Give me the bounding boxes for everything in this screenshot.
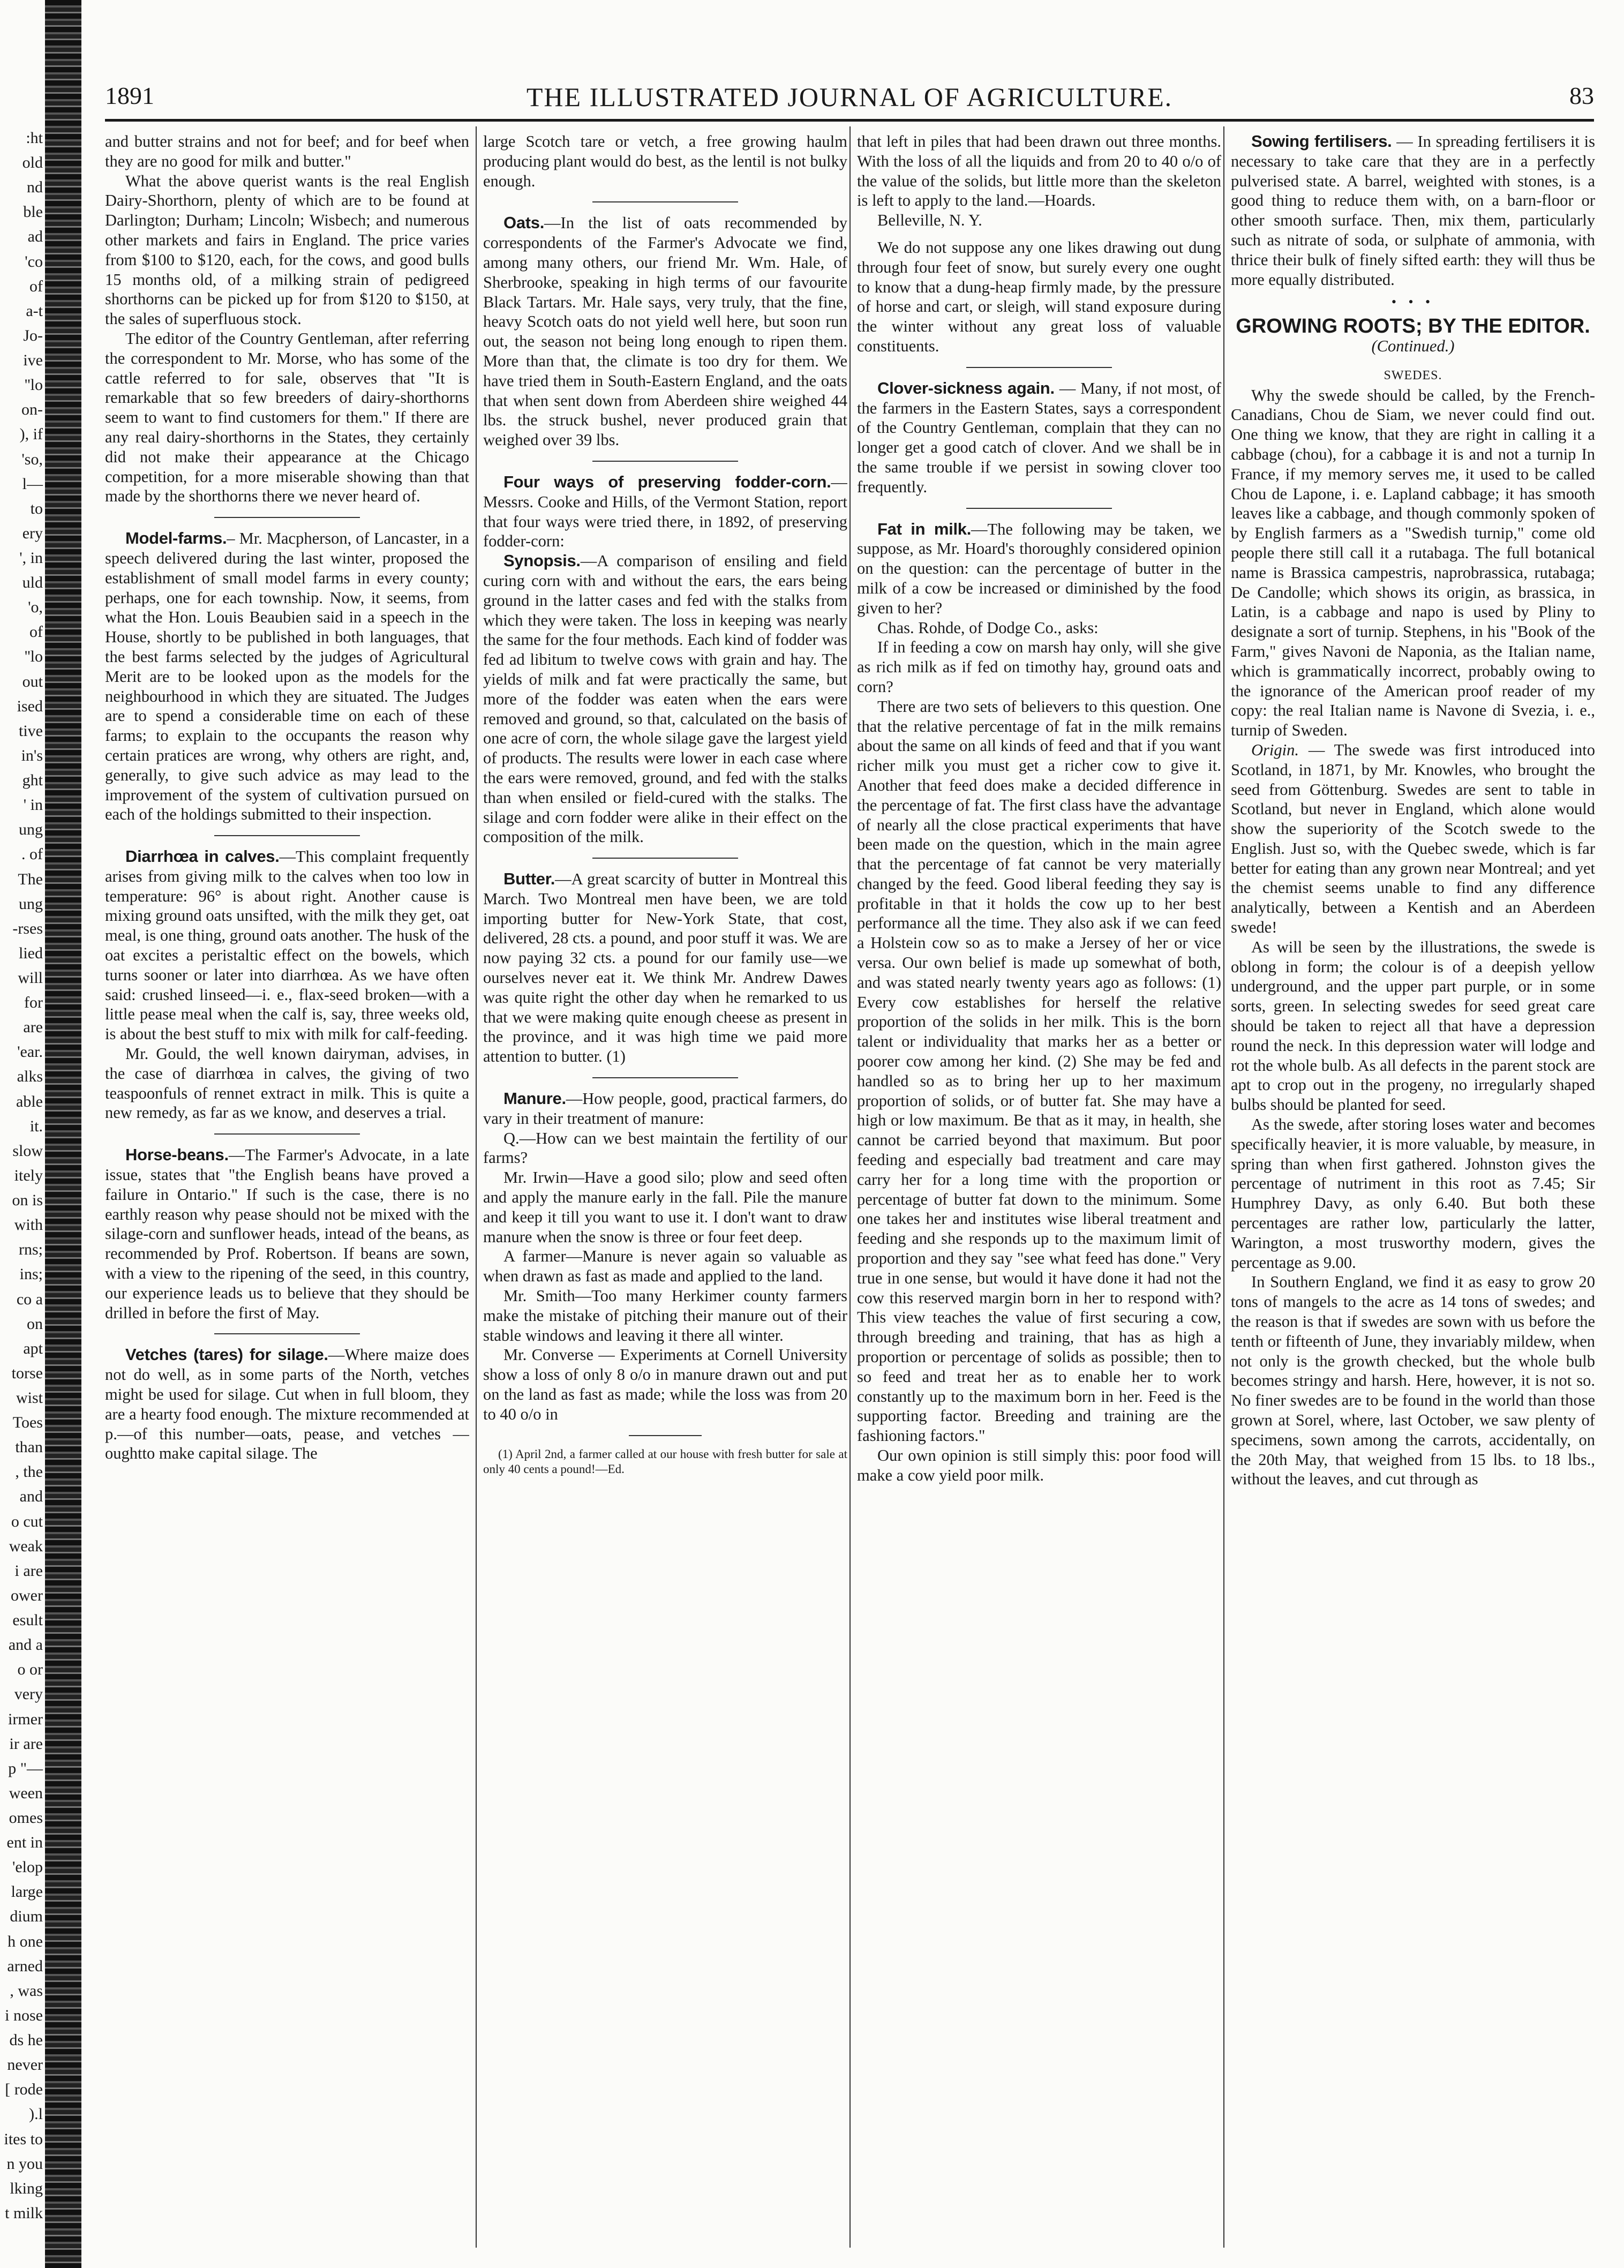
gutter-fragment: old <box>22 154 43 171</box>
paragraph: There are two sets of believers to this question. One that the relative percentage of fat in the milk remains about the same on all kinds of feed and that if you want richer milk you must get a richer cow to give it. Another that feed does make a decided difference in the percentage of fat. The first class have the advantage of nearly all the close practical experiments that have been made on the question, which in the main agree that the percentage of fat cannot be very materially changed by the feed. Good liberal feeding they say is profitable in that it holds the cow up to her best performance all the time. They also ask if we can feed a Holstein cow so as to make a Jersey of her or vice versa. Our own belief is made up somewhat of both, and was stated nearly twenty years ago as follows: (1) Every cow establishes for herself the relative proportion of the solids in her milk. This is the born talent or individuality that marks her as a better or poorer cow among her kind. (2) She may be fed and handled so as to bring her up to her maximum proportion of solids, or of butter fat. She may have a high or low maximum. Be that as it may, in health, she cannot be carried beyond that maximum. But poor feeding and especially bad treatment and care may carry her for a long time with the proportion or percentage of butter fat down to the minimum. Some one takes her and institutes wise liberal treatment and feeding and she responds up to the maximum limit of proportion and they say "see what feed has done." Very true in one sense, but would it have done it had not the cow this reserved margin born in her to respond with? This view teaches the value of first securing a cow, through breeding and training, that has as high a proportion or percentage of solids as possible; then to so feed and treat her as to enable her to work constantly up to the maximum born in her. Feed is the supporting factor. Breeding and training are the fashioning factors." <box>857 697 1221 1445</box>
gutter-fragment: arned <box>7 1957 43 1975</box>
page-header <box>105 81 1594 116</box>
separator-rule <box>592 461 738 462</box>
gutter-fragment: on <box>27 1315 43 1333</box>
section-subtitle: (Continued.) <box>1371 336 1455 355</box>
article-body: – Mr. Macpherson, of Lancaster, in a speech delivered during the last winter, proposed the establishment of small model farms in every county; perhaps, one for each township. Now, it seems, from what the Hon. Louis Beaubien said in a speech in the House, shortly to be published in both languages, that the best farms selected by the judges of Agricultural Merit are to be looked upon as the models for the neighbourhood in which they are situated. The Judges are to spend a considerable time on each of these farms; to explain to the occupants the reason why certain pratices are wrong, why others are right, and, generally, to give such advice as may lead to the improvement of the system of cultivation pursued on each of the holdings submitted to their inspection. <box>105 529 469 824</box>
subsection-title: SWEDES. <box>1384 368 1442 382</box>
article-heading: Synopsis. <box>503 551 581 570</box>
gutter-fragment: are <box>23 1018 43 1036</box>
gutter-fragment: large <box>11 1883 43 1901</box>
paragraph: Our own opinion is still simply this: poor food will make a cow yield poor milk. <box>857 1446 1221 1484</box>
paragraph: Q.—How can we best maintain the fertility of our farms? <box>483 1129 847 1167</box>
column-divider <box>1223 126 1224 2248</box>
article-body: —The following may be taken, we suppose, as Mr. Hoard's thoroughly considered opinion on the question: can the percentage of butter in the milk of a cow be increased or diminished by the food given to her? <box>857 520 1221 617</box>
gutter-fragment: very <box>14 1685 43 1703</box>
paragraph: A farmer—Manure is never again so valuable as when drawn as fast as made and applied to the land. <box>483 1247 847 1286</box>
gutter-fragment: co a <box>16 1290 43 1308</box>
binding-edge <box>45 0 81 2268</box>
gutter-fragment: nd <box>27 178 43 196</box>
article-oats <box>483 213 847 450</box>
paragraph: large Scotch tare or vetch, a free growing haulm producing plant would do best, as the lentil is not bulky enough. <box>483 132 847 190</box>
gutter-fragment: ent in <box>6 1834 43 1851</box>
gutter-fragment: 'co <box>25 253 43 271</box>
gutter-fragment: than <box>15 1438 43 1456</box>
article-vetches <box>105 1345 469 1463</box>
gutter-fragment: t milk <box>5 2204 43 2222</box>
article-heading: Vetches (tares) for silage. <box>125 1345 328 1364</box>
section-title: GROWING ROOTS; BY THE EDITOR. <box>1236 315 1590 338</box>
article-body: —How people, good, practical farmers, do vary in their treatment of manure: <box>483 1090 847 1128</box>
article-body: —A comparison of ensiling and field curing corn with and without the ears, the ears being ground in the latter cases and fed with the stalks from which they were taken. The loss in keeping was nearly the same for the four methods. Each kind of fodder was fed ad libitum to twelve cows with grain and hay. The yields of milk and fat were practically the same, but more of the fodder was eaten when the ears were removed and ground, so that, calculated on the basis of one acre of corn, the whole silage gave the largest yield of products. The results were lower in each case where the ears were removed, ground, and fed with the stalks than when ensiled or field-cured with the stalks. The silage and corn fodder were alike in their effect on the composition of the milk. <box>483 552 847 846</box>
article-heading: Butter. <box>503 869 555 889</box>
gutter-fragment: rns; <box>19 1241 43 1258</box>
footnote: (1) April 2nd, a farmer called at our house with fresh butter for sale at only 40 cents a pound!—Ed. <box>483 1447 847 1476</box>
paragraph: Why the swede should be called, by the French-Canadians, Chou de Siam, we never could find out. One thing we know, that they are right in calling it a cabbage (chou), for a cabbage it is and not a turnip In France, if my memory serves me, it used to be called Chou de Lapone, i. e. Lapland cabbage; it has smooth leaves like a cabbage, and though commonly spoken of by English farmers as a "Swedish turnip," come old people there still call it a rutabaga. The full botanical name is Brassica campestris, naprobrassica, rutabaga; De Candolle; which shows its origin, as brassica, in Latin, is a cabbage and napo is used by Pliny to designate a sort of turnip. Stephens, in his "Book of the Farm," gives Navoni de Naponia, as the Italian name, which is grammatically incorrect, probably owing to the ignorance of the American proof reader of my copy: the real Italian name is Navone di Svezia, i. e., turnip of Sweden. <box>1231 386 1595 740</box>
gutter-fragment: ive <box>23 351 43 369</box>
article-diarrhoea <box>105 847 469 1044</box>
article-heading: Clover-sickness again. <box>877 378 1055 397</box>
gutter-fragment: i are <box>14 1562 43 1580</box>
left-gutter <box>0 0 91 2268</box>
gutter-fragment: ds he <box>9 2031 43 2049</box>
separator-rule <box>214 835 360 836</box>
separator-rule <box>214 1133 360 1135</box>
gutter-fragment: tive <box>19 722 43 740</box>
gutter-fragment: i nose <box>5 2007 43 2024</box>
article-body: —This complaint frequently arises from giving milk to the calves when too low in temperature: 96° is about right. Another cause is mixing ground oats unsifted, with the milk they get, oat meal, is one thing, ground oats another. The husk of the oat excites a peristaltic effect on the bowels, which turns sooner or later into diarrhœa. As we have often said: crushed linseed—i. e., flax-seed broken—with a little pease meal when the calf is, say, three weeks old, is about the best stuff to mix with milk for calf-feeding. <box>105 847 469 1043</box>
gutter-fragment: for <box>24 994 43 1011</box>
gutter-fragment: ', in <box>19 549 43 567</box>
gutter-fragment: slow <box>12 1142 43 1160</box>
separator-rule <box>629 1435 702 1436</box>
gutter-fragment: ), if <box>19 425 43 443</box>
gutter-fragment: o cut <box>11 1513 43 1530</box>
article-heading: Horse-beans. <box>125 1145 229 1165</box>
gutter-fragment: [ rode <box>5 2081 43 2098</box>
separator-rule <box>592 858 738 859</box>
gutter-fragment: ower <box>11 1587 43 1604</box>
gutter-fragment: 'o, <box>28 598 43 616</box>
header-year: 1891 <box>105 82 154 109</box>
article-fodder-corn <box>483 472 847 551</box>
column-divider <box>849 126 851 2248</box>
gutter-fragment: ir are <box>9 1735 43 1753</box>
gutter-fragment: 'elop <box>12 1858 43 1876</box>
column-divider <box>476 126 477 2248</box>
article-synopsis <box>483 551 847 847</box>
gutter-fragment: with <box>14 1216 43 1234</box>
gutter-fragment: ery <box>22 524 43 542</box>
article-body: — The swede was first introduced into Scotland, in 1871, by Mr. Knowles, who brought the seed from Göttenburg. Swedes are sent to table in Scotland, but never in England, which alone would show the superiority of the Scotch swede to the English. Just so, with the Quebec swede, which is far better for eating than any grown near Montreal; and yet the chemist seems unable to find any difference analytically, between a Kentish and an Aberdeen swede! <box>1231 740 1595 937</box>
journal-title: THE ILLUSTRATED JOURNAL OF AGRICULTURE. <box>526 82 1173 112</box>
signature-line: Belleville, N. Y. <box>877 211 982 230</box>
article-butter <box>483 869 847 1067</box>
article-heading: Model-farms. <box>125 529 227 548</box>
article-body: —Where maize does not do well, as in some parts of the North, vetches might be used for silage. Cut when in full bloom, they are a hearty food enough. The mixture recommended at p.—of this number—oats, pease, and vetches —oughtto make capital silage. The <box>105 1346 469 1463</box>
gutter-fragment: Toes <box>12 1414 43 1431</box>
gutter-fragment: ).l <box>29 2105 43 2123</box>
gutter-fragment: ung <box>19 821 43 838</box>
article-body: —A great scarcity of butter in Montreal this March. Two Montreal men have been, we are told importing butter for New-York State, that cost, delivered, 28 cts. a pound, and poor stuff it was. We are now paying 32 cts. a pound for our family use—we ourselves never eat it. We think Mr. Andrew Dawes was quite right the other day when he remarked to us that we were making quite enough cheese as present in the province, and it was high time we paid more attention to butter. (1) <box>483 870 847 1066</box>
gutter-fragment: . of <box>21 845 43 863</box>
gutter-fragment: to <box>30 500 43 517</box>
gutter-fragment: n you <box>6 2155 43 2173</box>
gutter-fragment: will <box>18 969 43 987</box>
paragraph: What the above querist wants is the real English Dairy-Shorthorn, plenty of which are to be found at Darlington; Durham; Lincoln; Wisbech; and numerous other markets and fairs in England. The price varies from $100 to $120, each, for the cows, and good bulls 15 months old, of a milking strain of pedigreed shorthorns can be picked up for from $120 to $150, at the sales of superfluous stock. <box>105 171 469 328</box>
article-heading: Manure. <box>503 1089 566 1108</box>
separator-rule <box>214 517 360 518</box>
article-body: —The Farmer's Advocate, in a late issue, states that "the English beans have proved a failure in Ontario." If such is the case, there is no earthly reason why pease should not be mixed with the silage-corn and sunflower heads, intead of the beans, as recommended by Prof. Robertson. If beans are sown, with a view to the ripening of the seed, in this country, our experience leads us to believe that they should be drilled in before the first of May. <box>105 1146 469 1322</box>
article-clover <box>857 379 1221 497</box>
paragraph: Mr. Irwin—Have a good silo; plow and seed often and apply the manure early in the fall. Pile the manure and keep it till you want to use it. I don't want to draw manure when the snow is three or four feet deep. <box>483 1168 847 1246</box>
page-number: 83 <box>1569 82 1594 109</box>
article-heading: Fat in milk. <box>877 519 972 538</box>
article-heading: Four ways of preserving fodder-corn. <box>503 472 831 491</box>
gutter-fragment: :ht <box>26 129 43 147</box>
column-2 <box>483 132 847 2253</box>
article-body: —In the list of oats recommended by correspondents of the Farmer's Advocate we find, among many others, our friend Mr. Wm. Hale, of Sherbrooke, speaking in high terms of our favourite Black Tartars. Mr. Hale says, very truly, that the fine, heavy Scotch oats do not yield well here, but soon run out, the season not being long enough to ripen them. More than that, the climate is too dry for them. We have tried them in South-Eastern England, and the oats that when sent down from Aberdeen shire weighed 44 lbs. the struck bushel, never produced grain that weighed over 39 lbs. <box>483 214 847 449</box>
article-heading: Sowing fertilisers. <box>1251 132 1392 151</box>
article-horse-beans <box>105 1145 469 1323</box>
separator-rule <box>214 1333 360 1334</box>
paragraph: and butter strains and not for beef; and for beef when they are no good for milk and butter." <box>105 132 469 170</box>
article-body: —Messrs. Cooke and Hills, of the Vermont Station, report that four ways were tried there, in 1892, of preserving fodder-corn: <box>483 472 847 551</box>
gutter-fragment: on is <box>12 1191 43 1209</box>
gutter-fragment: wist <box>16 1389 43 1407</box>
gutter-fragment: in's <box>21 747 43 764</box>
separator-rule <box>592 201 738 202</box>
gutter-fragment: of <box>29 277 43 295</box>
gutter-fragment: uld <box>22 574 43 591</box>
gutter-fragment: and a <box>8 1636 43 1654</box>
article-fat-in-milk <box>857 520 1221 618</box>
gutter-fragment: weak <box>9 1537 43 1555</box>
gutter-fragment: alks <box>17 1068 43 1085</box>
paragraph: As will be seen by the illustrations, the swede is oblong in form; the colour is of a deepish yellow underground, and the upper part purple, or in some sorts, green. In selecting swedes for seed great care should be taken to reject all that have a depression round the neck. In this depression water will lodge and rot the whole bulb. As all defects in the parent stock are apt to crop out in the progeny, no irregularly shaped bulbs should be planted for seed. <box>1231 937 1595 1114</box>
separator-rule <box>966 508 1112 509</box>
gutter-fragment: , was <box>10 1982 43 2000</box>
article-manure <box>483 1089 847 1129</box>
gutter-fragment: , the <box>15 1463 43 1481</box>
article-heading: Diarrhœa in calves. <box>125 847 280 866</box>
gutter-fragment: ins; <box>19 1265 43 1283</box>
gutter-fragment: never <box>7 2056 43 2074</box>
gutter-fragment: The <box>18 870 43 888</box>
gutter-fragment: 'ear. <box>17 1043 43 1061</box>
gutter-fragment: on- <box>21 401 43 418</box>
column-1 <box>105 132 469 2253</box>
gutter-fragment: lied <box>19 944 43 962</box>
gutter-fragment: torse <box>11 1364 43 1382</box>
gutter-fragment: 'so, <box>21 450 43 468</box>
gutter-fragment: l— <box>22 475 43 493</box>
gutter-fragment: ble <box>23 203 43 221</box>
gutter-fragment: a-t <box>26 302 43 320</box>
gutter-fragment: ''lo <box>24 648 43 665</box>
gutter-fragment: irmer <box>8 1710 43 1728</box>
gutter-fragment: and <box>19 1488 43 1505</box>
gutter-fragment: able <box>16 1093 43 1110</box>
gutter-fragment: ad <box>27 228 43 245</box>
gutter-fragment: ' in <box>23 796 43 814</box>
gutter-fragment: apt <box>23 1340 43 1357</box>
gutter-fragment: ites to <box>4 2130 43 2148</box>
gutter-fragment: lking <box>10 2180 43 2197</box>
separator-rule <box>966 367 1112 368</box>
column-3 <box>857 132 1221 2253</box>
gutter-fragment: it. <box>29 1117 43 1135</box>
article-heading: Oats. <box>503 213 545 232</box>
gutter-fragment: itely <box>14 1167 43 1184</box>
header-rule <box>105 119 1594 122</box>
gutter-fragment: ght <box>22 771 43 789</box>
paragraph: In Southern England, we find it as easy to grow 20 tons of mangels to the acre as 14 tons of swedes; and the reason is that if swedes are sown with us before the tenth or fifteenth of June, they invariably mildew, when not only is the growth checked, but the whole bulb becomes stringy and harsh. Here, however, it is not so. No finer swedes are to be found in the world than those grown at Sorel, where, last October, we saw plenty of specimens, sown among the carrots, accidentally, on the 20th May, that weighed from 15 lbs. to 18 lbs., without the leaves, and cut through as <box>1231 1273 1595 1489</box>
paragraph: Mr. Gould, the well known dairyman, advises, in the case of diarrhœa in calves, the giving of two teaspoonfuls of rennet extract in milk. This is quite a new remedy, as far as we know, and deserves a trial. <box>105 1045 469 1122</box>
column-4 <box>1231 132 1595 2253</box>
gutter-fragment: dium <box>10 1907 43 1925</box>
gutter-fragment: esult <box>12 1611 43 1629</box>
paragraph: that left in piles that had been drawn out three months. With the loss of all the liquids and from 20 to 40 o/o of the value of the solids, but little more than the skeleton is left to apply to the land.—Hoards. <box>857 132 1221 210</box>
article-body: — In spreading fertilisers it is necessary to take care that they are in a perfectly pulverised state. A barrel, weighted with stones, is a good thing to reduce them with, on a barn-floor or other smooth surface. Then, mix them, particularly such as nitrate of soda, or sulphate of ammonia, with thrice their bulk of finely sifted earth: they will thus be more equally distributed. <box>1231 132 1595 289</box>
gutter-fragment: h one <box>7 1933 43 1950</box>
article-heading: Origin. <box>1251 740 1299 759</box>
gutter-fragment: ''lo <box>24 376 43 394</box>
article-model-farms <box>105 529 469 824</box>
paragraph: We do not suppose any one likes drawing out dung through four feet of snow, but surely every one ought to know that a dung-heap firmly made, by the pressure of horse and cart, or sleigh, will stand exposure during the winter without any great loss of valuable constituents. <box>857 238 1221 355</box>
gutter-fragment: ung <box>19 895 43 913</box>
gutter-fragment: -rses <box>12 920 43 937</box>
paragraph: Mr. Converse — Experiments at Cornell University show a loss of only 8 o/o in manure drawn out and put on the land as fast as made; while the loss was from 20 to 40 o/o in <box>483 1346 847 1423</box>
article-sowing-fertilisers <box>1231 132 1595 289</box>
gutter-fragment: o or <box>17 1661 43 1678</box>
separator-rule <box>592 1077 738 1078</box>
gutter-fragment: ween <box>9 1784 43 1802</box>
paragraph: If in feeding a cow on marsh hay only, will she give as rich milk as if fed on timothy hay, ground oats and corn? <box>857 638 1221 696</box>
gutter-fragment: p "— <box>8 1760 43 1777</box>
paragraph: The editor of the Country Gentleman, after referring the correspondent to Mr. Morse, who has some of the cattle referred to for sale, observes that "It is remarkable that so few breeders of dairy-shorthorns seem to want to find customers for them." If there are any real dairy-shorthorns in the States, they certainly did not make their appearance at the Chicago competition, for a more miserable showing than that made by the shorthorns there we never heard of. <box>105 329 469 506</box>
article-body: — Many, if not most, of the farmers in the Eastern States, says a correspondent of the Country Gentleman, complain that they can no longer get a good catch of clover. And we shall be in the same trouble if we persist in sowing clover too frequently. <box>857 379 1221 496</box>
gutter-fragment: omes <box>9 1809 43 1827</box>
gutter-fragment: ised <box>17 697 43 715</box>
paragraph: Chas. Rohde, of Dodge Co., asks: <box>877 618 1099 637</box>
gutter-fragment: of <box>29 623 43 641</box>
paragraph: As the swede, after storing loses water and becomes specifically heavier, it is more valuable, by measure, in spring than when first gathered. Johnston gives the percentage of nutriment in this root as 7.45; Sir Humphrey Davy, as only 6.40. But both these percentages are rather low, particularly the latter, Warington, a most trusworthy modern, gives the percentage as 9.00. <box>1231 1115 1595 1272</box>
gutter-fragment: Jo- <box>23 327 43 344</box>
article-origin <box>1231 740 1595 937</box>
ornament-divider: • • • <box>1391 294 1435 310</box>
paragraph: Mr. Smith—Too many Herkimer county farmers make the mistake of pitching their manure out of their stable windows and leaving it there all winter. <box>483 1287 847 1345</box>
gutter-fragment: out <box>22 673 43 690</box>
